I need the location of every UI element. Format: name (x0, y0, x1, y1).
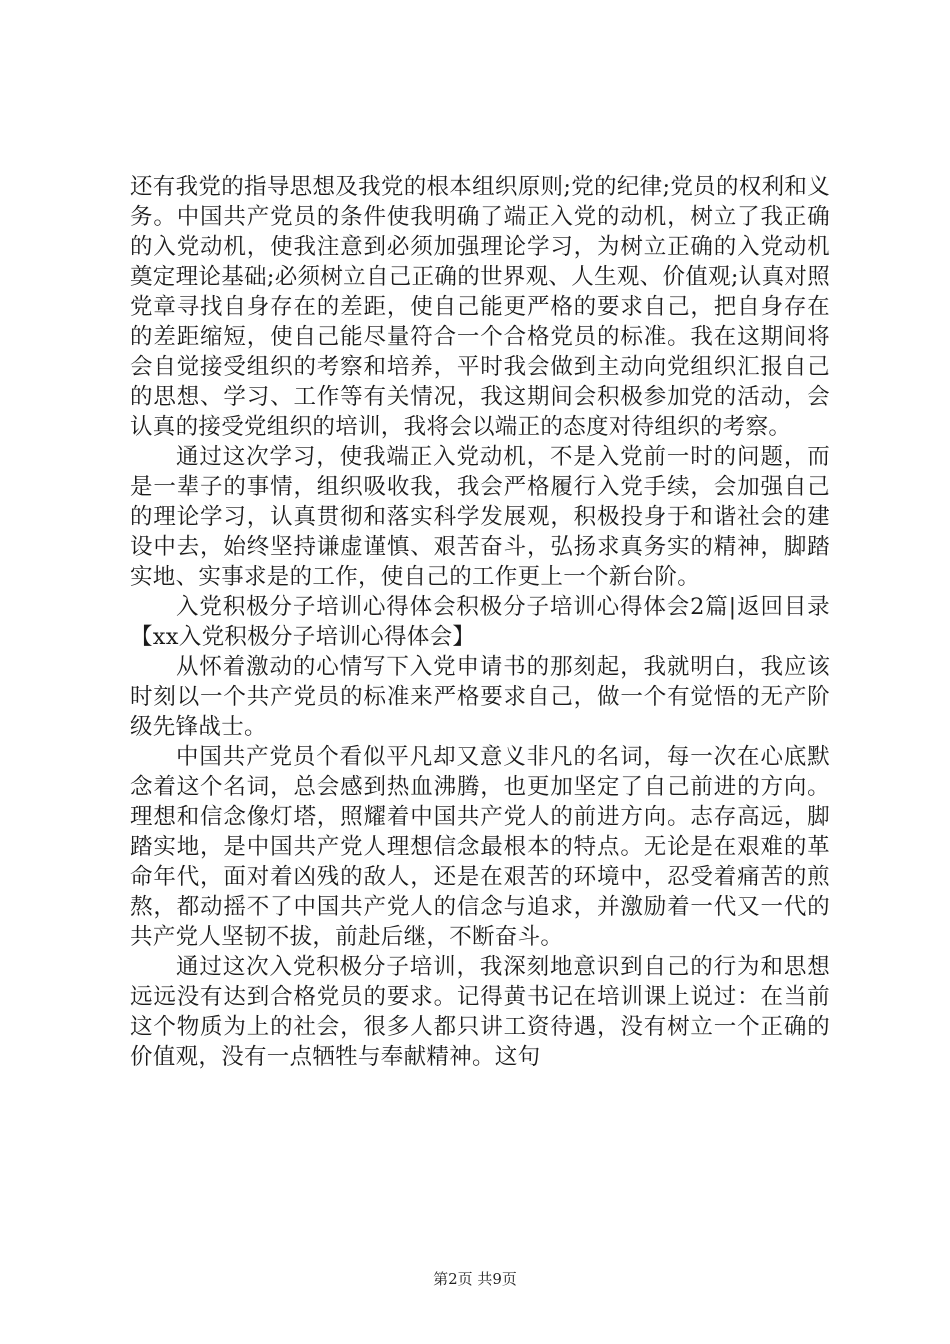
paragraph: 中国共产党员个看似平凡却又意义非凡的名词，每一次在心底默念着这个名词，总会感到热血沸腾，也更加坚定了自己前进的方向。理想和信念像灯塔，照耀着中国共产党人的前进方向。志存高远，脚踏实地，是中国共产党人理想信念最根本的特点。无论是在艰难的革命年代，面对着凶残的敌人，还是在艰苦的环境中，忍受着痛苦的煎熬，都动摇不了中国共产党人的信念与追求，并激励着一代又一代的共产党人坚韧不拔，前赴后继，不断奋斗。 (130, 744, 830, 950)
paragraph: 通过这次学习，使我端正入党动机，不是入党前一时的问题，而是一辈子的事情，组织吸收我，我会严格履行入党手续，会加强自己的理论学习，认真贯彻和落实科学发展观，积极投身于和谐社会的建设中去，始终坚持谦虚谨慎、艰苦奋斗，弘扬求真务实的精神，脚踏实地、实事求是的工作，使自己的工作更上一个新台阶。 (130, 444, 830, 590)
section-heading-line: 入党积极分子培训心得体会积极分子培训心得体会2篇|返回目录【xx入党积极分子培训心得体会】 (130, 594, 830, 650)
document-body (130, 172, 830, 1072)
paragraph-continued: 还有我党的指导思想及我党的根本组织原则;党的纪律;党员的权利和义务。中国共产党员的条件使我明确了端正入党的动机，树立了我正确的入党动机，使我注意到必须加强理论学习，为树立正确的入党动机奠定理论基础;必须树立自己正确的世界观、人生观、价值观;认真对照党章寻找自身存在的差距，使自己能更严格的要求自己，把自身存在的差距缩短，使自己能尽量符合一个合格党员的标准。我在这期间将会自觉接受组织的考察和培养，平时我会做到主动向党组织汇报自己的思想、学习、工作等有关情况，我这期间会积极参加党的活动，会认真的接受党组织的培训，我将会以端正的态度对待组织的考察。 (130, 174, 830, 440)
page-number-footer: 第2页 共9页 (433, 1270, 517, 1288)
paragraph: 从怀着激动的心情写下入党申请书的那刻起，我就明白，我应该时刻以一个共产党员的标准来严格要求自己，做一个有觉悟的无产阶级先锋战士。 (130, 654, 830, 740)
paragraph: 通过这次入党积极分子培训，我深刻地意识到自己的行为和思想远远没有达到合格党员的要求。记得黄书记在培训课上说过：在当前这个物质为上的社会，很多人都只讲工资待遇，没有树立一个正确的价值观，没有一点牺牲与奉献精神。这句 (130, 954, 830, 1070)
